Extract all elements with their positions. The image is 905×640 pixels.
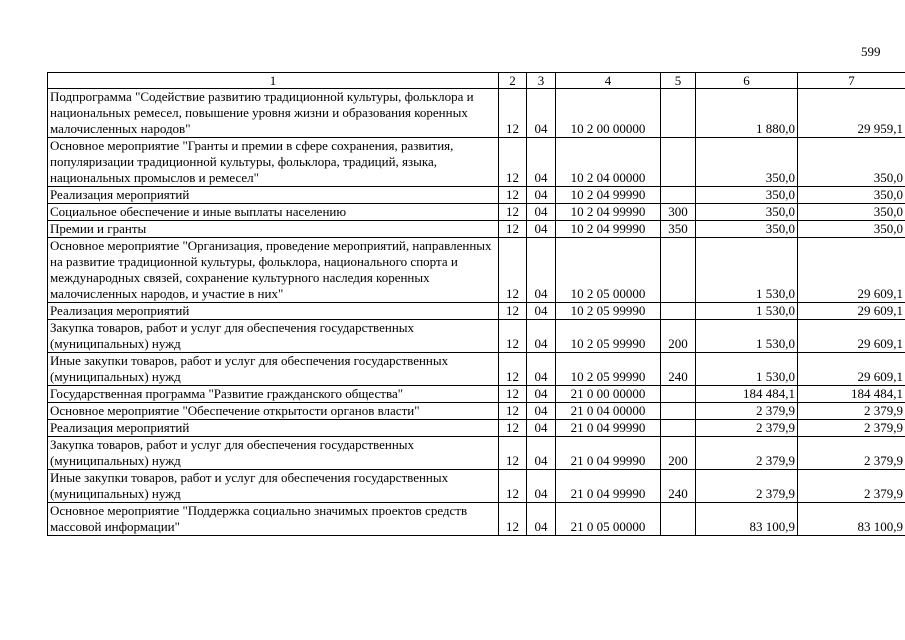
- cell-expense-type: [661, 238, 696, 303]
- cell-name: Государственная программа "Развитие гражданского общества": [48, 386, 499, 403]
- cell-target-article: 10 2 00 00000: [556, 89, 661, 138]
- cell-section: 12: [499, 187, 527, 204]
- page-number: 599: [861, 44, 881, 59]
- cell-expense-type: [661, 403, 696, 420]
- cell-section: 12: [499, 138, 527, 187]
- cell-target-article: 10 2 05 99990: [556, 353, 661, 386]
- cell-amount-7: 29 609,1: [798, 303, 905, 320]
- column-header: 4: [556, 73, 661, 89]
- cell-expense-type: 300: [661, 204, 696, 221]
- cell-amount-6: 1 530,0: [696, 303, 798, 320]
- column-header: 1: [48, 73, 499, 89]
- cell-target-article: 10 2 05 99990: [556, 303, 661, 320]
- cell-target-article: 10 2 05 99990: [556, 320, 661, 353]
- cell-name: Основное мероприятие "Организация, проведение мероприятий, направленных на развитие традиционной культуры, фольклора, национального спорта и международных связей, сохранение культурного наследия коренных малочисленных народов, и участие в них": [48, 238, 499, 303]
- cell-subsection: 04: [527, 89, 556, 138]
- table-row: [48, 187, 905, 204]
- cell-amount-7: 2 379,9: [798, 437, 905, 470]
- cell-amount-7: 2 379,9: [798, 470, 905, 503]
- table-row: [48, 353, 905, 386]
- cell-expense-type: [661, 89, 696, 138]
- cell-section: 12: [499, 503, 527, 536]
- cell-target-article: 21 0 04 99990: [556, 470, 661, 503]
- cell-name: Социальное обеспечение и иные выплаты населению: [48, 204, 499, 221]
- cell-subsection: 04: [527, 221, 556, 238]
- cell-name: Реализация мероприятий: [48, 420, 499, 437]
- cell-amount-6: 2 379,9: [696, 420, 798, 437]
- budget-table: [47, 72, 905, 536]
- cell-subsection: 04: [527, 403, 556, 420]
- cell-name: Иные закупки товаров, работ и услуг для обеспечения государственных (муниципальных) нужд: [48, 470, 499, 503]
- cell-subsection: 04: [527, 470, 556, 503]
- cell-amount-6: 350,0: [696, 187, 798, 204]
- cell-target-article: 21 0 04 99990: [556, 437, 661, 470]
- cell-target-article: 10 2 05 00000: [556, 238, 661, 303]
- cell-section: 12: [499, 89, 527, 138]
- cell-target-article: 10 2 04 00000: [556, 138, 661, 187]
- cell-subsection: 04: [527, 187, 556, 204]
- cell-expense-type: [661, 187, 696, 204]
- cell-name: Иные закупки товаров, работ и услуг для обеспечения государственных (муниципальных) нужд: [48, 353, 499, 386]
- cell-target-article: 10 2 04 99990: [556, 221, 661, 238]
- cell-subsection: 04: [527, 303, 556, 320]
- cell-subsection: 04: [527, 138, 556, 187]
- column-header: 5: [661, 73, 696, 89]
- cell-amount-7: 29 959,1: [798, 89, 905, 138]
- cell-subsection: 04: [527, 503, 556, 536]
- header-row: [48, 73, 905, 89]
- table-row: [48, 238, 905, 303]
- cell-target-article: 21 0 04 99990: [556, 420, 661, 437]
- cell-expense-type: 200: [661, 320, 696, 353]
- column-header: 6: [696, 73, 798, 89]
- cell-name: Основное мероприятие "Гранты и премии в сфере сохранения, развития, популяризации традиционной культуры, фольклора, традиций, языка, национальных промыслов и ремесел": [48, 138, 499, 187]
- cell-name: Реализация мероприятий: [48, 187, 499, 204]
- cell-name: Закупка товаров, работ и услуг для обеспечения государственных (муниципальных) нужд: [48, 437, 499, 470]
- cell-target-article: 10 2 04 99990: [556, 187, 661, 204]
- cell-name: Премии и гранты: [48, 221, 499, 238]
- cell-section: 12: [499, 303, 527, 320]
- cell-amount-7: 29 609,1: [798, 238, 905, 303]
- cell-amount-7: 83 100,9: [798, 503, 905, 536]
- cell-section: 12: [499, 238, 527, 303]
- cell-amount-6: 2 379,9: [696, 403, 798, 420]
- table-row: [48, 204, 905, 221]
- column-header: 7: [798, 73, 905, 89]
- cell-amount-6: 1 530,0: [696, 353, 798, 386]
- cell-amount-6: 350,0: [696, 138, 798, 187]
- cell-expense-type: [661, 420, 696, 437]
- cell-name: Основное мероприятие "Поддержка социально значимых проектов средств массовой информации": [48, 503, 499, 536]
- column-header: 2: [499, 73, 527, 89]
- cell-section: 12: [499, 353, 527, 386]
- cell-expense-type: [661, 386, 696, 403]
- table-row: [48, 320, 905, 353]
- cell-name: Подпрограмма "Содействие развитию традиционной культуры, фольклора и национальных ремесел, повышение уровня жизни и образования коренных малочисленных народов": [48, 89, 499, 138]
- table-row: [48, 89, 905, 138]
- cell-target-article: 21 0 05 00000: [556, 503, 661, 536]
- cell-amount-7: 350,0: [798, 187, 905, 204]
- cell-subsection: 04: [527, 386, 556, 403]
- cell-name: Реализация мероприятий: [48, 303, 499, 320]
- cell-section: 12: [499, 221, 527, 238]
- table-row: [48, 403, 905, 420]
- cell-section: 12: [499, 386, 527, 403]
- cell-section: 12: [499, 204, 527, 221]
- cell-amount-6: 350,0: [696, 204, 798, 221]
- cell-amount-7: 350,0: [798, 221, 905, 238]
- table-row: [48, 437, 905, 470]
- cell-name: Основное мероприятие "Обеспечение открытости органов власти": [48, 403, 499, 420]
- cell-section: 12: [499, 403, 527, 420]
- cell-subsection: 04: [527, 320, 556, 353]
- table-row: [48, 221, 905, 238]
- cell-amount-6: 83 100,9: [696, 503, 798, 536]
- cell-amount-7: 29 609,1: [798, 353, 905, 386]
- cell-expense-type: 240: [661, 353, 696, 386]
- cell-amount-6: 1 530,0: [696, 238, 798, 303]
- cell-amount-7: 184 484,1: [798, 386, 905, 403]
- cell-amount-7: 29 609,1: [798, 320, 905, 353]
- table-row: [48, 470, 905, 503]
- cell-expense-type: 240: [661, 470, 696, 503]
- cell-target-article: 10 2 04 99990: [556, 204, 661, 221]
- cell-amount-6: 1 880,0: [696, 89, 798, 138]
- cell-expense-type: [661, 303, 696, 320]
- cell-section: 12: [499, 437, 527, 470]
- cell-amount-6: 2 379,9: [696, 470, 798, 503]
- cell-amount-7: 2 379,9: [798, 403, 905, 420]
- cell-expense-type: [661, 503, 696, 536]
- cell-section: 12: [499, 470, 527, 503]
- cell-amount-7: 350,0: [798, 138, 905, 187]
- table-row: [48, 303, 905, 320]
- column-header: 3: [527, 73, 556, 89]
- cell-amount-6: 2 379,9: [696, 437, 798, 470]
- cell-subsection: 04: [527, 353, 556, 386]
- cell-section: 12: [499, 320, 527, 353]
- cell-section: 12: [499, 420, 527, 437]
- table-row: [48, 503, 905, 536]
- cell-expense-type: 350: [661, 221, 696, 238]
- cell-amount-6: 1 530,0: [696, 320, 798, 353]
- cell-expense-type: 200: [661, 437, 696, 470]
- table-row: [48, 420, 905, 437]
- table-body: [48, 89, 905, 536]
- cell-amount-6: 184 484,1: [696, 386, 798, 403]
- table-row: [48, 138, 905, 187]
- cell-target-article: 21 0 04 00000: [556, 403, 661, 420]
- cell-subsection: 04: [527, 420, 556, 437]
- cell-amount-6: 350,0: [696, 221, 798, 238]
- cell-target-article: 21 0 00 00000: [556, 386, 661, 403]
- cell-subsection: 04: [527, 204, 556, 221]
- cell-subsection: 04: [527, 238, 556, 303]
- cell-amount-7: 350,0: [798, 204, 905, 221]
- cell-amount-7: 2 379,9: [798, 420, 905, 437]
- cell-name: Закупка товаров, работ и услуг для обеспечения государственных (муниципальных) нужд: [48, 320, 499, 353]
- cell-expense-type: [661, 138, 696, 187]
- table-row: [48, 386, 905, 403]
- cell-subsection: 04: [527, 437, 556, 470]
